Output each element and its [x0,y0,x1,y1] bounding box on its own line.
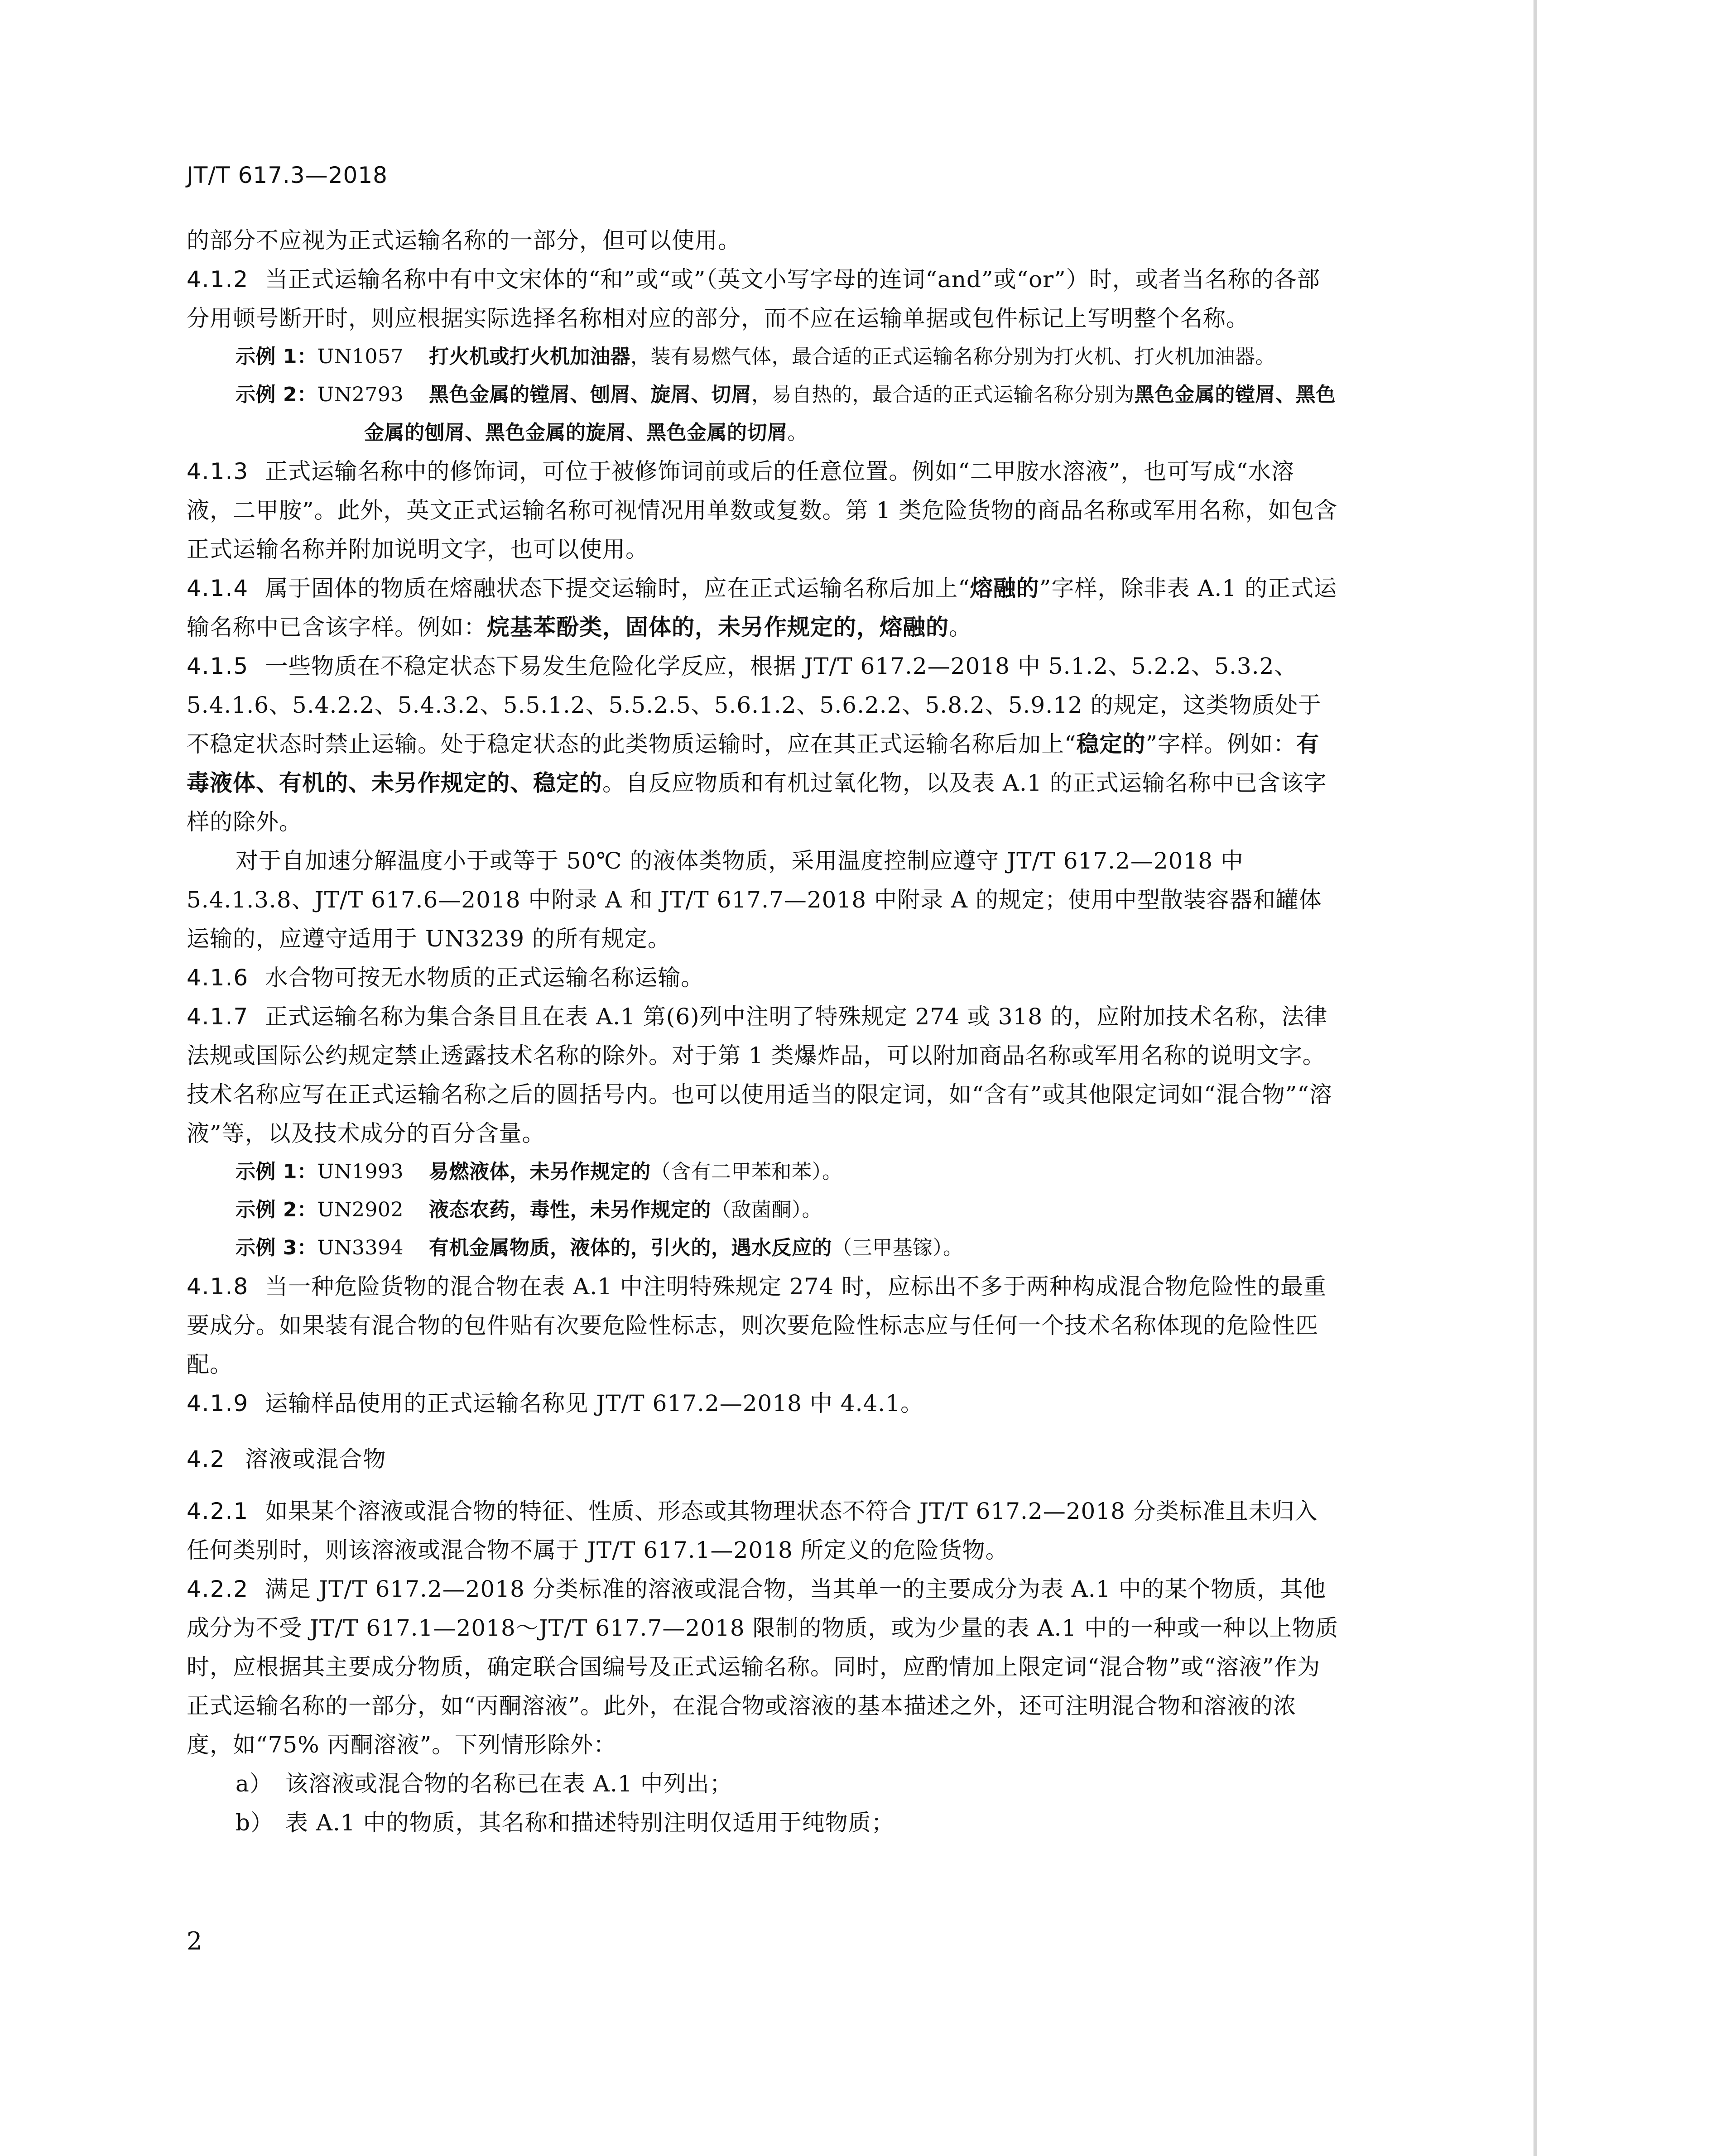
un-number: UN1057 [317,345,404,368]
list-item-text: 表 A.1 中的物质，其名称和描述特别注明仅适用于纯物质； [285,1810,894,1836]
clause-4-1-4 [187,569,1339,647]
example-label: 示例 2： [236,383,317,406]
clause-text: 满足 JT/T 617.2—2018 分类标准的溶液或混合物，当其单一的主要成分为表 A.1 中的某个物质，其他成分为不受 JT/T 617.1—2018～JT/T 617.7—2018 限制的物质，或为少量的表 A.1 中的一种或一种以上物质时，应根据其主要成分物质，确定联合国编号及正式运输名称。同时，应酌情加上限定词“混合物”或“溶液”作为正式运输名称的一部分，如“丙酮溶液”。此外，在混合物或溶液的基本描述之外，还可注明混合物和溶液的浓度，如“75% 丙酮溶液”。下列情形除外： [187,1576,1339,1758]
clause-number: 4.1.2 [187,266,249,293]
example-bold-name: 有机金属物质，液体的，引火的，遇水反应的 [429,1236,832,1259]
list-item-text: 该溶液或混合物的名称已在表 A.1 中列出； [285,1771,733,1797]
section-title: 溶液或混合物 [245,1446,387,1472]
clause-text: 当一种危险货物的混合物在表 A.1 中注明特殊规定 274 时，应标出不多于两种构成混合物危险性的最重要成分。如果装有混合物的包件贴有次要危险性标志，则次要危险性标志应与任何一个技术名称体现的危险性匹配。 [187,1273,1327,1378]
clause-number: 4.1.4 [187,575,249,601]
clause-4-1-7 [187,997,1339,1153]
clause-number: 4.1.8 [187,1273,249,1300]
example-text: （三甲基镓）。 [832,1236,963,1259]
clause-number: 4.1.6 [187,965,249,991]
clause-text-2: ”字样，除非表 A.1 的正式运输名称中已含该字样。例如： [187,575,1337,640]
list-item [236,1803,1339,1842]
clause-text: 水合物可按无水物质的正式运输名称运输。 [265,965,704,991]
list-marker: b） [236,1810,274,1836]
example-text: ，易自热的，最合适的正式运输名称分别为 [751,383,1135,406]
example-text: （敌菌酮）。 [711,1198,822,1221]
example-text: ，装有易燃气体，最合适的正式运输名称分别为打火机、打火机加油器。 [630,345,1275,368]
clause-4-1-9 [187,1384,1339,1423]
page-number: 2 [187,1927,202,1955]
clause-4-1-8 [187,1267,1339,1384]
clause-4-2-2 [187,1570,1339,1764]
clause-bold: 稳定的 [1076,731,1146,757]
un-number: UN1993 [317,1160,404,1183]
example-bold-name: 液态农药，毒性，未另作规定的 [429,1198,711,1221]
example-4-1-7-1 [236,1153,1339,1191]
list-item [236,1764,1339,1803]
clause-bold: 熔融的 [970,575,1039,601]
clause-text-2: ”字样。例如： [1145,731,1297,757]
clause-text: 正式运输名称中的修饰词，可位于被修饰词前或后的任意位置。例如“二甲胺水溶液”，也可写成“水溶液，二甲胺”。此外，英文正式运输名称可视情况用单数或复数。第 1 类危险货物的商品名称或军用名称，如包含正式运输名称并附加说明文字，也可以使用。 [187,458,1338,562]
clause-number: 4.1.9 [187,1390,249,1417]
example-bold-name: 易燃液体，未另作规定的 [429,1160,651,1183]
example-bold-name-2: 黑色金属的镗屑、黑色金属的刨屑、黑色金属的旋屑、黑色金属的切屑 [364,383,1336,444]
example-label: 示例 1： [236,1160,317,1183]
clause-4-1-6 [187,958,1339,997]
example-label: 示例 1： [236,345,317,368]
standard-code: JT/T 617.3—2018 [187,162,388,188]
section-heading-4-2 [187,1441,1339,1474]
clause-4-1-2 [187,260,1339,338]
list-marker: a） [236,1771,273,1797]
clause-text: 运输样品使用的正式运输名称见 JT/T 617.2—2018 中 4.4.1。 [265,1390,924,1417]
example-end: 。 [787,421,808,444]
document-body [187,221,1339,1842]
example-4-1-7-2 [236,1191,1339,1229]
un-number: UN2902 [317,1198,404,1221]
clause-number: 4.2.2 [187,1576,249,1602]
clause-text: 一些物质在不稳定状态下易发生危险化学反应，根据 JT/T 617.2—2018 中 5.1.2、5.2.2、5.3.2、5.4.1.6、5.4.2.2、5.4.3.2、5.5.1.2、5.5.2.5、5.6.1.2、5.6.2.2、5.8.2、5.9.12 的规定，这类物质处于不稳定状态时禁止运输。处于稳定状态的此类物质运输时，应在其正式运输名称后加上“ [187,653,1322,757]
clause-text: 当正式运输名称中有中文宋体的“和”或“或”（英文小写字母的连词“and”或“or”）时，或者当名称的各部分用顿号断开时，则应根据实际选择名称相对应的部分，而不应在运输单据或包件标记上写明整个名称。 [187,266,1320,331]
un-number: UN3394 [317,1236,404,1259]
example-bold-name: 黑色金属的镗屑、刨屑、旋屑、切屑 [429,383,751,406]
example-text: （含有二甲苯和苯）。 [650,1160,842,1183]
clause-text-3: 。 [949,614,972,640]
clause-text-3: 。自反应物质和有机过氧化物，以及表 A.1 的正式运输名称中已含该字样的除外。 [187,770,1327,835]
clause-4-1-5 [187,647,1339,841]
clause-number: 4.2.1 [187,1498,249,1524]
clause-4-1-5-continuation: 对于自加速分解温度小于或等于 50℃ 的液体类物质，采用温度控制应遵守 JT/T 617.2—2018 中 5.4.1.3.8、JT/T 617.6—2018 中附录 A 和 JT/T 617.7—2018 中附录 A 的规定；使用中型散装容器和罐体运输的，应遵守适用于 UN3239 的所有规定。 [187,848,1322,952]
example-bold-name: 打火机或打火机加油器 [429,345,630,368]
example-label: 示例 2： [236,1198,317,1221]
example-4-1-2-1 [236,338,1339,376]
clause-text: 属于固体的物质在熔融状态下提交运输时，应在正式运输名称后加上“ [265,575,970,601]
section-number: 4.2 [187,1446,226,1472]
page-edge [1534,0,1537,2156]
example-label: 示例 3： [236,1236,317,1259]
un-number: UN2793 [317,383,404,406]
clause-number: 4.1.3 [187,458,249,485]
clause-text: 正式运输名称为集合条目且在表 A.1 第(6)列中注明了特殊规定 274 或 318 的，应附加技术名称，法律法规或国际公约规定禁止透露技术名称的除外。对于第 1 类爆炸品，可以附加商品名称或军用名称的说明文字。技术名称应写在正式运输名称之后的圆括号内。也可以使用适当的限定词，如“含有”或其他限定词如“混合物”“溶液”等，以及技术成分的百分含量。 [187,1004,1332,1147]
clause-number: 4.1.7 [187,1004,249,1030]
clause-4-1-3 [187,452,1339,569]
clause-text: 如果某个溶液或混合物的特征、性质、形态或其物理状态不符合 JT/T 617.2—2018 分类标准且未归入任何类别时，则该溶液或混合物不属于 JT/T 617.1—2018 所定义的危险货物。 [187,1498,1318,1563]
paragraph-continuation: 的部分不应视为正式运输名称的一部分，但可以使用。 [187,227,741,254]
clause-4-2-1 [187,1492,1339,1570]
clause-bold-2: 烷基苯酚类，固体的，未另作规定的，熔融的 [487,614,949,640]
clause-number: 4.1.5 [187,653,249,679]
example-4-1-7-3 [236,1229,1339,1267]
clause-bold-2: 有毒液体、有机的、未另作规定的、稳定的 [187,731,1320,796]
example-4-1-2-2 [236,376,1339,452]
